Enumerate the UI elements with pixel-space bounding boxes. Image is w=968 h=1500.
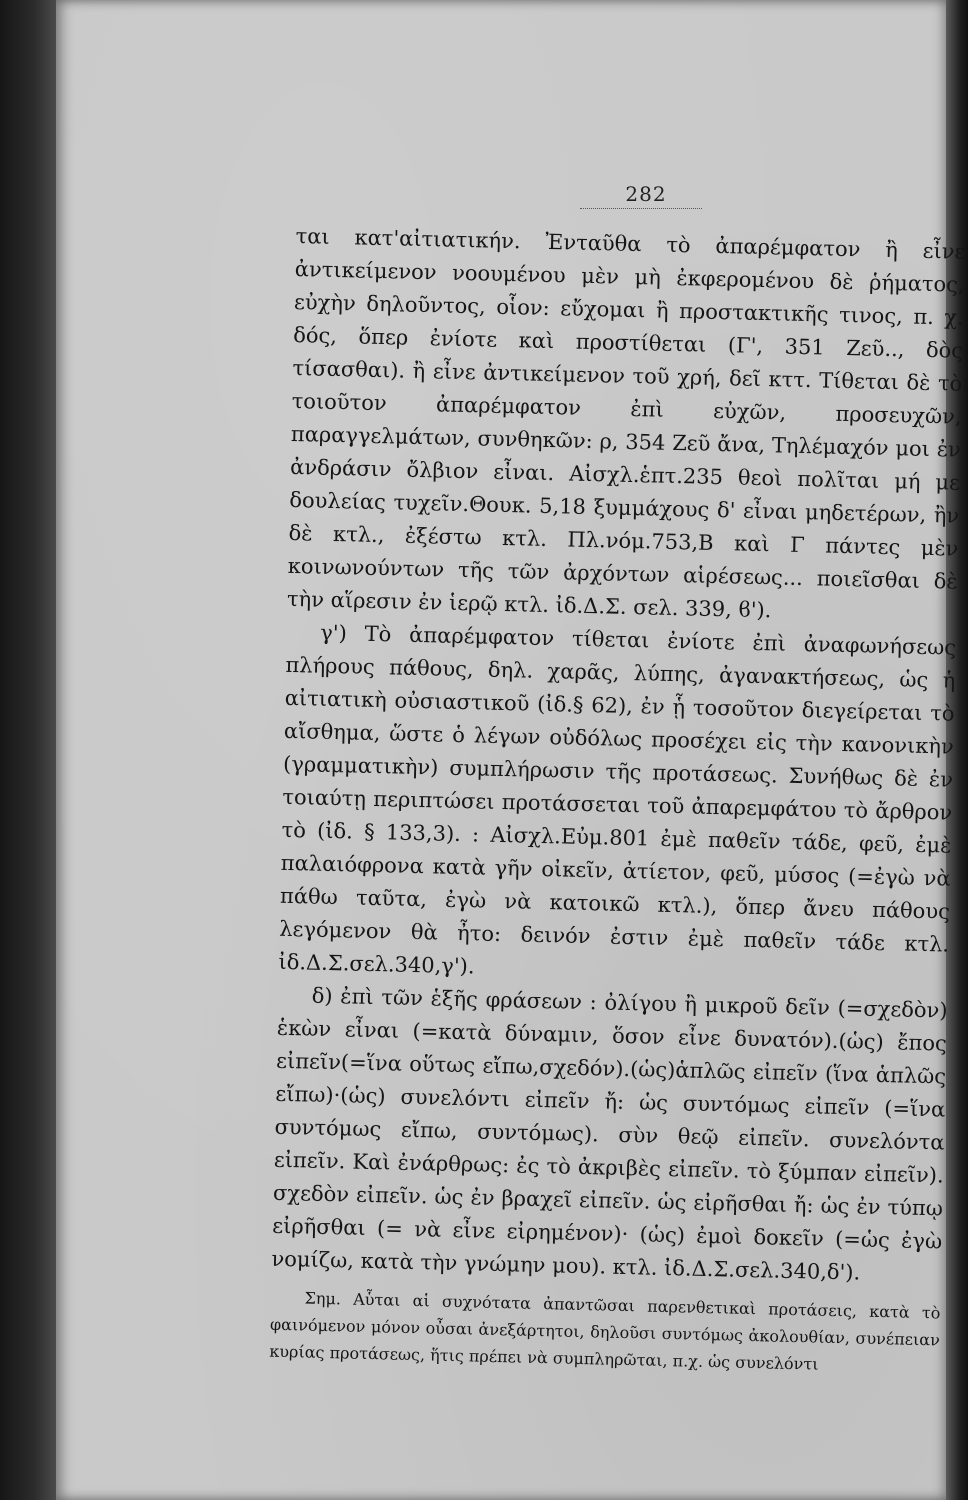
paragraph-delta: δ) ἐπὶ τῶν ἑξῆς φράσεων : ὀλίγου ἢ μικροῦ δεῖν (=σχεδὸν) ἑκὼν εἶναι (=κατὰ δύναμιν, ὅσον εἶνε δυνατόν).(ὡς) ἔπος εἰπεῖν(=ἵνα οὕτως εἴπω,σχεδόν).(ὡς)ἁπλῶς εἰπεῖν (ἵνα ἁπλῶς εἴπω)·(ὡς) συνελόντι εἰπεῖν ἤ: ὡς συντόμως εἰπεῖν (=ἵνα συντόμως εἴπω, συντόμως). σὺν θεῷ εἰπεῖν. συνελόντα εἰπεῖν. Καὶ ἐνάρθρως: ἐς τὸ ἀκριβὲς εἰπεῖν. τὸ ξύμπαν εἰπεῖν). σχεδὸν εἰπεῖν. ὡς ἐν βραχεῖ εἰπεῖν. ὡς εἰρῆσθαι ἤ: ὡς ἐν τύπῳ εἰρῆσθαι (= νὰ εἶνε εἰρημένον)· (ὡς) ἐμοὶ δοκεῖν (=ὡς ἐγὼ νομίζω, κατὰ τὴν γνώμην μου). κτλ. ἰδ.Δ.Σ.σελ.340,δ'). bbox=[271, 983, 948, 1285]
page-number-underline bbox=[580, 208, 702, 209]
paragraph-gamma: γ') Τὸ ἀπαρέμφατον τίθεται ἐνίοτε ἐπὶ ἀναφωνήσεως πλήρους πάθους, δηλ. χαρᾶς, λύπης, ἀγανακτήσεως, ὡς ἡ αἰτιατικὴ οὐσιαστικοῦ (ἰδ.§ 62), ἐν ᾗ τοσοῦτον διεγείρεται τὸ αἴσθημα, ὥστε ὁ λέγων οὐδόλως προσέχει εἰς τὴν κανονικὴν (γραμματικὴν) συμπλήρωσιν τῆς προτάσεως. Συνήθως δὲ ἐν τοιαύτῃ περιπτώσει προτάσσεται τοῦ ἀπαρεμφάτου τὸ ἄρθρον τὸ (ἰδ. § 133,3). : Αἰσχλ.Εὐμ.801 ἐμὲ παθεῖν τάδε, φεῦ, ἐμὲ παλαιόφρονα κατὰ γῆν οἰκεῖν, ἀτίετον, φεῦ, μύσος (=ἐγὼ νὰ πάθω ταῦτα, ἐγὼ νὰ κατοικῶ κτλ.), ὅπερ ἄνευ πάθους λεγόμενον θὰ ἦτο: δεινόν ἐστιν ἐμὲ παθεῖν τάδε κτλ. ἰδ.Δ.Σ.σελ.340,γ'). bbox=[278, 620, 957, 979]
book-binding-left-edge bbox=[0, 0, 56, 1500]
book-page bbox=[56, 0, 966, 1500]
paragraph-continuation: ται κατ'αἰτιατικήν. Ἐνταῦθα τὸ ἀπαρέμφατον ἢ εἶνε ἀντικείμενον νοουμένου μὲν μὴ ἐκφερομένου δὲ ῥήματος, εὐχὴν δηλοῦντος, οἷον: εὔχομαι ἢ προστακτικῆς τινος, π. χ. δός, ὅπερ ἐνίοτε καὶ προστίθεται (Γ', 351 Ζεῦ.., δὸς τίσασθαι). ἢ εἶνε ἀντικείμενον τοῦ χρή, δεῖ κττ. Τίθεται δὲ τὸ τοιοῦτον ἀπαρέμφατον ἐπὶ εὐχῶν, προσευχῶν, παραγγελμάτων, συνθηκῶν: ρ, 354 Ζεῦ ἄνα, Τηλέμαχόν μοι ἐν ἀνδράσιν ὄλβιον εἶναι. Αἰσχλ.ἑπτ.235 θεοὶ πολῖται μή με δουλείας τυχεῖν.Θουκ. 5,18 ξυμμάχους δ' εἶναι μηδετέρων, ἢν δὲ κτλ., ἐξέστω κτλ. Πλ.νόμ.753,Β καὶ Γ πάντες μὲν κοινωνούντων τῆς τῶν ἀρχόντων αἱρέσεως... ποιεῖσθαι δὲ τὴν αἵρεσιν ἐν ἱερῷ κτλ. ἰδ.Δ.Σ. σελ. 339, ϐ'). bbox=[286, 223, 966, 623]
page-body-text bbox=[269, 220, 966, 1380]
page-number: 282 bbox=[625, 182, 667, 206]
footnote: Σημ. Αὗται αἱ συχνότατα ἀπαντῶσαι παρενθετικαὶ προτάσεις, κατὰ τὸ φαινόμενον μόνον οὖσαι ἀνεξάρτητοι, δηλοῦσι συντόμως ἀκολουθίαν, συνέπειαν κυρίας προτάσεως, ἥτις πρέπει νὰ συμπληρῶται, π.χ. ὡς συνελόντι bbox=[269, 1288, 941, 1374]
